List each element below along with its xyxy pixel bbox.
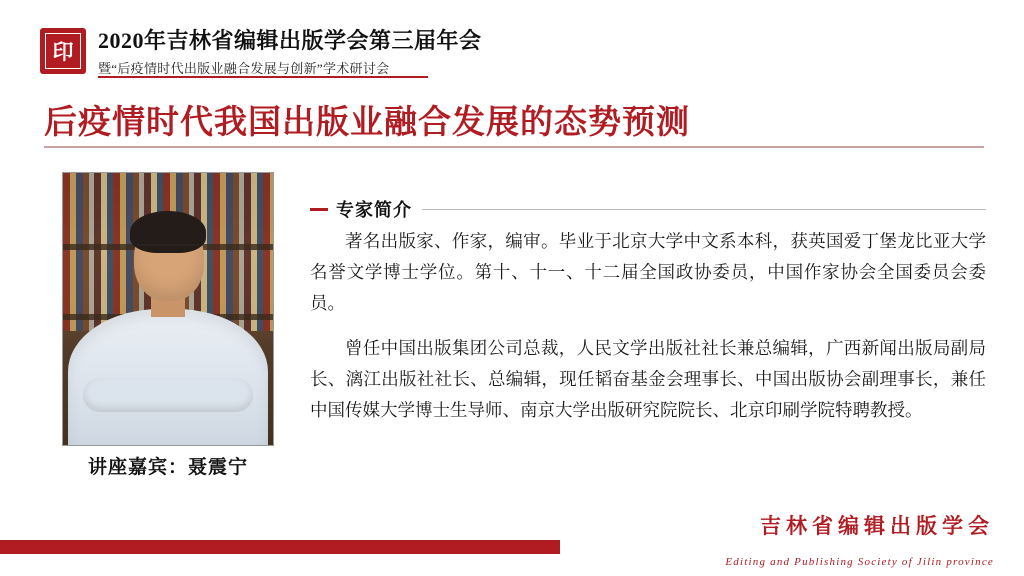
speaker-photo-image	[63, 173, 273, 445]
section-header	[310, 196, 986, 222]
footer-org-name-zh: 吉林省编辑出版学会	[760, 514, 994, 538]
seal-logo-icon	[40, 28, 86, 74]
speaker-bio	[310, 226, 986, 440]
page-title: 后疫情时代我国出版业融合发展的态势预测	[44, 105, 690, 141]
title-divider	[44, 146, 984, 148]
event-title-line2-wrap	[98, 58, 482, 77]
event-header	[40, 24, 482, 77]
speaker-photo	[62, 172, 274, 446]
section-dash-icon	[310, 208, 328, 211]
speaker-caption: 讲座嘉宾：聂震宁	[87, 457, 248, 478]
header-underline	[98, 76, 428, 78]
speaker-body	[68, 309, 268, 445]
speaker-arms	[83, 378, 253, 412]
event-title-line2: 暨“后疫情时代出版业融合发展与创新”学术研讨会	[98, 61, 390, 76]
bio-paragraph: 著名出版家、作家，编审。毕业于北京大学中文系本科，获英国爱丁堡龙比亚大学名誉文学博士学位。第十、十一、十二届全国政协委员，中国作家协会全国委员会委员。	[310, 231, 986, 313]
seal-glyph: 印	[45, 33, 81, 69]
event-title-line1: 2020年吉林省编辑出版学会第三届年会	[98, 28, 482, 53]
footer-org-name-en: Editing and Publishing Society of Jilin province	[725, 556, 994, 568]
bio-paragraph: 曾任中国出版集团公司总裁，人民文学出版社社长兼总编辑，广西新闻出版局副局长、漓江出版社社长、总编辑，现任韬奋基金会理事长、中国出版协会副理事长，兼任中国传媒大学博士生导师、南京大学出版研究院院长、北京印刷学院特聘教授。	[310, 338, 986, 420]
event-header-text	[98, 24, 482, 77]
section-divider	[422, 209, 986, 210]
glasses-icon	[137, 244, 199, 260]
section-title: 专家简介	[336, 200, 412, 220]
footer-accent-bar-cutout	[560, 540, 1024, 554]
